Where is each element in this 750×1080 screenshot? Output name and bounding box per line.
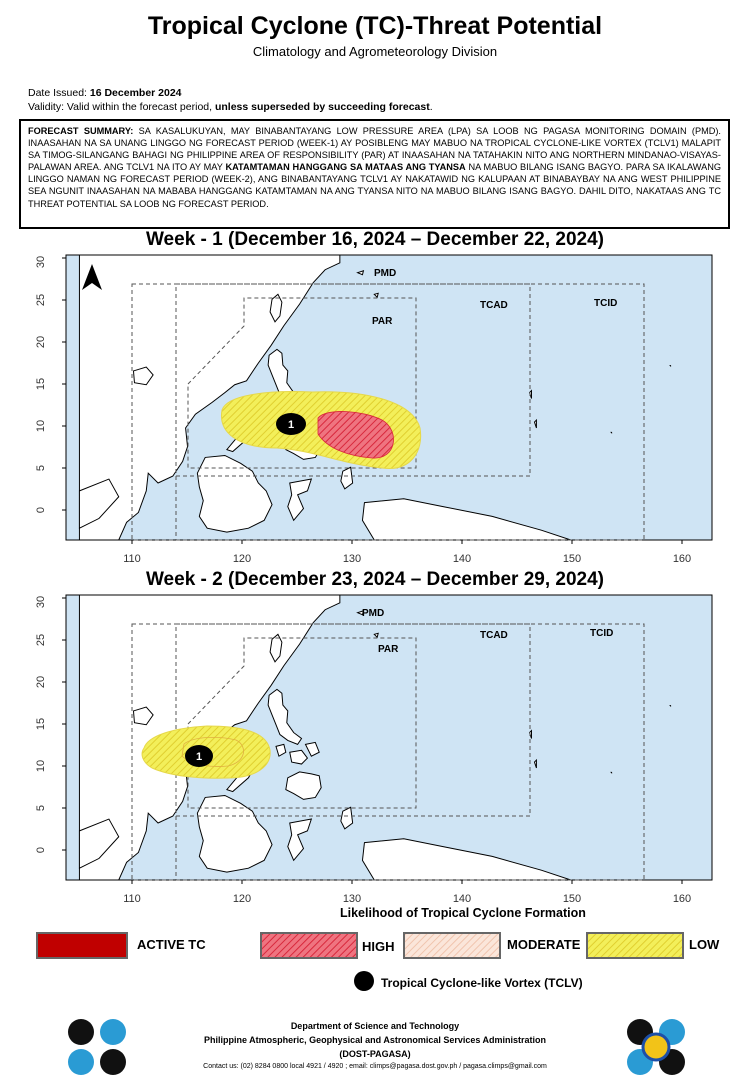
y-tick: 0 <box>35 506 47 514</box>
footer-line-3: (DOST-PAGASA) <box>339 1049 411 1059</box>
y-tick: 10 <box>35 759 47 773</box>
y-tick: 5 <box>35 464 47 472</box>
legend-high-swatch <box>260 932 358 959</box>
y-tick: 20 <box>35 335 47 349</box>
tcad-label: TCAD <box>480 630 508 641</box>
pmd-label: PMD <box>362 608 385 619</box>
tcid-label: TCID <box>594 298 618 309</box>
legend-moderate-swatch <box>403 932 501 959</box>
x-tick: 120 <box>232 893 252 905</box>
date-issued <box>28 87 182 99</box>
x-tick: 150 <box>562 553 582 565</box>
y-tick: 30 <box>35 255 47 269</box>
footer-line-2: Philippine Atmospheric, Geophysical and Astronomical Services Administration <box>203 1035 547 1045</box>
y-tick: 25 <box>35 293 47 307</box>
x-tick: 110 <box>123 893 141 905</box>
north-label: N <box>90 285 96 292</box>
division-subtitle: Climatology and Agrometeorology Division <box>252 44 498 59</box>
x-tick: 130 <box>342 553 362 565</box>
forecast-summary-box <box>19 119 730 229</box>
legend-active-label: ACTIVE TC <box>137 937 206 952</box>
y-tick: 20 <box>35 675 47 689</box>
par-label: PAR <box>372 316 393 327</box>
week1-title: Week - 1 (December 16, 2024 – December 22, 2024) <box>145 229 605 250</box>
y-tick: 5 <box>35 804 47 812</box>
validity-end: . <box>429 101 433 113</box>
summary-text-1: SA KASALUKUYAN, MAY BINABANTAYANG LOW PRESSURE AREA (LPA) SA LOOB NG PAGASA MONITORING DOMAIN (PMD). INAASAHAN NA SA UNANG LINGGO NG FORECAST PERIOD (WEEK-1) AY POSIBLENG MAY MABUO NA TROPICAL CYCLONE-LIKE VORTEX (TCLV1) MALAPIT SA TIMOG-SILANGANG BAHAGI NG PHILIPPINE AREA OF RESPONSIBILITY (PAR) AT INAASAHAN NA TATAHAKIN NITO ANG NORTHERN MINDANAO-VISAYAS-PALAWAN AREA. ANG TCLV1 NA ITO AY MAY <box>28 126 721 173</box>
footer-line-1: Department of Science and Technology <box>290 1021 460 1031</box>
tclv-legend-icon <box>354 971 374 991</box>
summary-bold: KATAMTAMAN HANGGANG SA MATAAS ANG TYANSA <box>225 162 466 173</box>
tclv-number: 1 <box>287 419 295 431</box>
legend-active-swatch <box>36 932 128 959</box>
x-tick: 160 <box>672 553 692 565</box>
x-tick: 120 <box>232 553 252 565</box>
x-tick: 160 <box>672 893 692 905</box>
validity <box>28 101 433 113</box>
page-title: Tropical Cyclone (TC)-Threat Potential <box>147 12 603 40</box>
y-tick: 30 <box>35 595 47 609</box>
pagasa-logo-icon <box>627 1019 685 1080</box>
legend-low-label: LOW <box>689 937 720 952</box>
x-tick: 150 <box>562 893 582 905</box>
summary-text-2: NA MABUO BILANG ISANG BAGYO. PARA SA IKALAWANG LINGGO NAMAN NG FORECAST PERIOD (WEEK-2), ANG BINABANTAYANG TCLV1 AY NAKATAWID NG KALUPAAN AT BINABAYBAY NA ANG WEST PHILIPPINE SEA NGUNIT INAASAHAN NA MABABA HANGGANG KATAMTAMAN NA ANG TYANSA NITO NA MABUO BILANG ISANG BAGYO. DAHIL DITO, NAKATAAS ANG TC THREAT POTENTIAL SA LOOB NG FORECAST PERIOD. <box>28 162 721 209</box>
legend-moderate-label: MODERATE <box>507 937 581 952</box>
pmd-label: PMD <box>374 268 397 279</box>
legend-high-label: HIGH <box>362 939 395 954</box>
date-label: Date Issued: <box>28 87 87 99</box>
validity-label: Validity: Valid within the forecast period, <box>28 101 213 113</box>
y-tick: 10 <box>35 419 47 433</box>
legend-low-swatch <box>586 932 684 959</box>
footer-contact: Contact us: (02) 8284 0800 local 4921 / 4920 ; email: climps@pagasa.dost.gov.ph / pagasa.climps@gmail.com <box>203 1063 547 1070</box>
tcad-label: TCAD <box>480 300 508 311</box>
x-tick: 130 <box>342 893 362 905</box>
summary-label: FORECAST SUMMARY: <box>28 126 134 136</box>
x-tick: 140 <box>452 893 472 905</box>
week1-map <box>22 250 722 573</box>
par-label: PAR <box>378 644 399 655</box>
week2-map <box>22 590 722 913</box>
x-tick: 110 <box>123 553 141 565</box>
y-tick: 0 <box>35 846 47 854</box>
y-tick: 25 <box>35 633 47 647</box>
tclv-number: 1 <box>195 751 203 763</box>
y-tick: 15 <box>35 377 47 391</box>
tcid-label: TCID <box>590 628 614 639</box>
legend-title: Likelihood of Tropical Cyclone Formation <box>340 906 586 920</box>
date-value: 16 December 2024 <box>89 87 182 99</box>
week2-title: Week - 2 (December 23, 2024 – December 29, 2024) <box>145 569 605 590</box>
dost-logo-icon <box>68 1019 126 1080</box>
x-tick: 140 <box>452 553 472 565</box>
y-tick: 15 <box>35 717 47 731</box>
tclv-legend-label: Tropical Cyclone-like Vortex (TCLV) <box>381 976 583 990</box>
validity-bold: unless superseded by succeeding forecast <box>214 101 430 113</box>
